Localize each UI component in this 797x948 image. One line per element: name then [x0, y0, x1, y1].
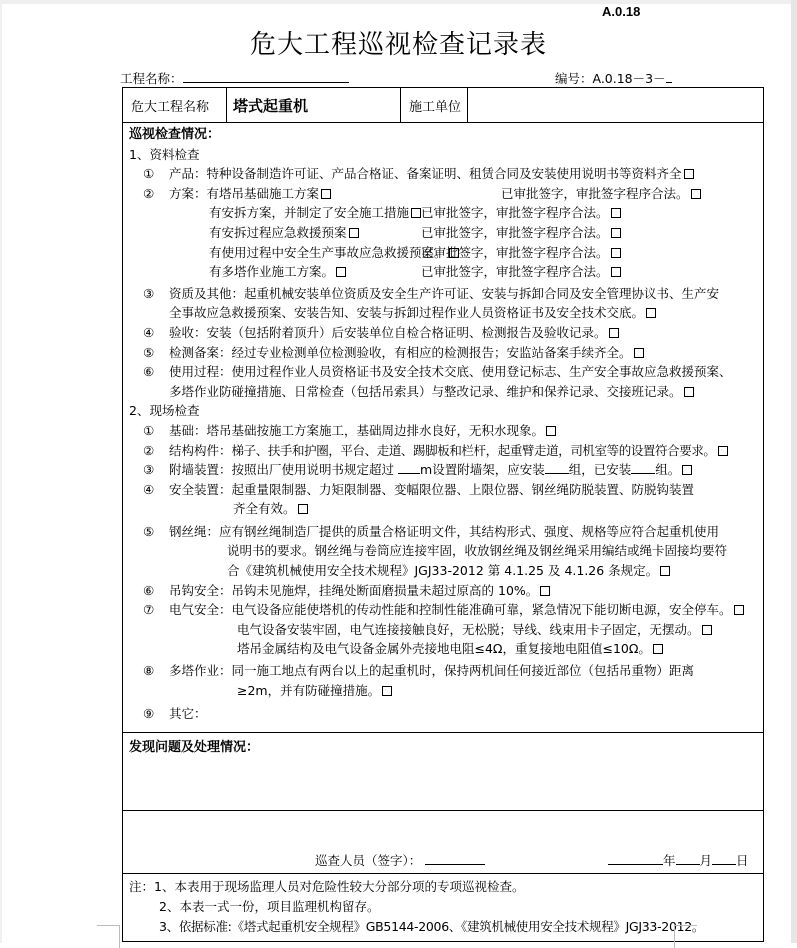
- site-item-safety-devices: [129, 480, 759, 500]
- item-text: 使用过程作业人员资格证书及安全技术交底、使用登记标志、生产安全事故应急救援预案、: [231, 364, 732, 380]
- doc-item-plan-2: [129, 203, 759, 223]
- approval-text: 已审批签字，审批签字程序合法。: [421, 244, 609, 260]
- plan-text: 有安拆过程应急救援预案: [209, 224, 347, 240]
- page-corner-mark: [674, 925, 697, 948]
- issues-title: 发现问题及处理情况：: [129, 740, 260, 755]
- serial-number-field: [555, 69, 672, 87]
- checkbox[interactable]: [611, 228, 621, 238]
- item-number: ④: [143, 324, 155, 340]
- item-number: ⑥: [143, 582, 155, 598]
- item-label: 基础：: [169, 422, 207, 438]
- site-item-hook: [129, 581, 759, 601]
- date-field: [608, 851, 749, 869]
- checkbox[interactable]: [321, 189, 331, 199]
- item-text: m设置附墙架，应安装: [420, 462, 545, 478]
- required-count-input[interactable]: [545, 461, 569, 474]
- serial-input[interactable]: [666, 70, 672, 83]
- item-number: ①: [143, 166, 155, 182]
- item-text: 应有钢丝绳制造厂提供的质量合格证明文件，其结构形式、强度、规格等应符合起重机使用: [219, 523, 720, 539]
- item-label: 方案：: [169, 185, 207, 201]
- note-2: 2、本表一式一份，项目监理机构留存。: [159, 899, 380, 914]
- item-text: 经过专业检测单位检测验收，有相应的检测报告；安监站备案手续齐全。: [231, 344, 632, 360]
- item-text: 起重量限制器、力矩限制器、变幅限位器、上限位器、钢丝绳防脱装置、防脱钩装置: [231, 481, 695, 497]
- item-text: 塔吊基础按施工方案施工，基础周边排水良好，无积水现象。: [206, 422, 545, 438]
- checkbox[interactable]: [684, 387, 694, 397]
- item-text: 塔吊金属结构及电气设备金属外壳接地电阻≤4Ω，重复接地电阻值≤10Ω。: [237, 641, 651, 657]
- item-number: ②: [143, 442, 155, 458]
- item-text: 电气设备安装牢固，电气连接接触良好，无松脱；导线、线束用卡子固定，无摆动。: [237, 621, 700, 637]
- note-1: 注：1、本表用于现场监理人员对危险性较大分部分项的专项巡视检查。: [129, 879, 525, 894]
- inspector-signature: [315, 851, 485, 869]
- item-text: 说明书的要求。钢丝绳与卷筒应连接牢固，收放钢丝绳及钢丝绳采用编结或绳卡固接均要符: [227, 543, 728, 559]
- approval-text: 已审批签字，审批签字程序合法。: [421, 205, 609, 221]
- year-input[interactable]: [608, 852, 663, 865]
- doc-item-acceptance: [129, 323, 759, 343]
- checkbox[interactable]: [718, 446, 728, 456]
- inspection-section: [123, 123, 763, 733]
- approval-text: 已审批签字，审批签字程序合法。: [421, 224, 609, 240]
- project-name-field: [120, 69, 349, 87]
- item-label: 钢丝绳：: [169, 523, 220, 539]
- site-item-safety-devices-cont: [129, 499, 759, 519]
- item-text: ≥2m，并有防碰撞措施。: [237, 682, 381, 698]
- plan-text: 有塔吊基础施工方案: [206, 185, 320, 201]
- doc-item-usage: [129, 362, 759, 382]
- checkbox[interactable]: [611, 208, 621, 218]
- month-input[interactable]: [676, 852, 700, 865]
- doc-item-testing: [129, 343, 759, 363]
- item-number: ③: [143, 285, 155, 301]
- page-title: 危大工程巡视检查记录表: [249, 30, 547, 60]
- checkbox[interactable]: [546, 426, 556, 436]
- note-3: 3、依据标准:《塔式起重机安全规程》GB5144-2006、《建筑机械使用安全技术规程》JGJ33-2012。: [159, 919, 705, 934]
- item-number: ③: [143, 462, 155, 478]
- section1-title: 1、资料检查: [129, 146, 200, 162]
- item-label: 使用过程：: [169, 364, 232, 380]
- day-input[interactable]: [712, 852, 736, 865]
- site-item-multi-tower: [129, 661, 759, 681]
- doc-item-plan-5: [129, 262, 759, 282]
- doc-item-qualification: [129, 284, 759, 304]
- item-label: 附墙装置：: [169, 462, 232, 478]
- doc-item-usage-cont: [129, 382, 759, 402]
- item-label: 吊钩安全：: [169, 582, 232, 598]
- notes-section: [123, 874, 763, 941]
- checkbox[interactable]: [349, 228, 359, 238]
- item-text: 多塔作业防碰撞措施、日常检查（包括吊索具）与整改记录、维护和保养记录、交接班记录。: [169, 383, 682, 399]
- issues-section: [123, 733, 763, 811]
- approval-text: 已审批签字，审批签字程序合法。: [501, 185, 689, 201]
- doc-item-plan-1: [129, 184, 759, 204]
- item-number: ⑤: [143, 523, 155, 539]
- checkbox[interactable]: [540, 586, 550, 596]
- item-text: 特种设备制造许可证、产品合格证、备案证明、租赁合同及安装使用说明书等资料齐全: [206, 166, 682, 182]
- inspector-signature-input[interactable]: [425, 852, 485, 865]
- plan-text: 有安拆方案，并制定了安全施工措施: [209, 205, 410, 221]
- scrollbar[interactable]: [791, 0, 797, 943]
- inspection-form: [122, 87, 764, 942]
- item-number: ④: [143, 481, 155, 497]
- item-label: 产品：: [169, 166, 207, 182]
- checkbox[interactable]: [682, 465, 692, 475]
- doc-item-plan-4: [129, 243, 759, 263]
- serial-label: 编号：A.0.18－3－: [555, 71, 666, 86]
- day-label: 日: [736, 853, 749, 868]
- checkbox[interactable]: [634, 348, 644, 358]
- checkbox[interactable]: [611, 267, 621, 277]
- site-item-foundation: [129, 421, 759, 441]
- checkbox[interactable]: [611, 248, 621, 258]
- project-name-label: 工程名称：: [120, 71, 183, 86]
- item-text: 组，已安装: [568, 462, 632, 478]
- item-label: 其它：: [169, 706, 207, 722]
- hazard-name-label: 危大工程名称: [123, 88, 227, 122]
- item-text: 电气设备应能使塔机的传动性能和控制性能准确可靠，紧急情况下能切断电源，安全停车。: [231, 602, 732, 618]
- signature-section: [123, 811, 763, 874]
- checkbox[interactable]: [411, 208, 421, 218]
- item-label: 检测备案：: [169, 344, 232, 360]
- item-label: 电气安全：: [169, 602, 232, 618]
- item-label: 结构构件：: [169, 442, 232, 458]
- project-name-input[interactable]: [183, 70, 349, 83]
- approval-text: 已审批签字，审批签字程序合法。: [421, 264, 609, 280]
- item-label: 安全装置：: [169, 481, 232, 497]
- item-number: ②: [143, 185, 155, 201]
- item-number: ⑦: [143, 602, 155, 618]
- checkbox[interactable]: [734, 605, 744, 615]
- item-number: ⑧: [143, 663, 155, 679]
- site-item-electrical-cont2: [129, 639, 759, 659]
- site-item-multi-tower-cont: [129, 681, 759, 701]
- inspector-label: 巡查人员（签字）：: [315, 853, 422, 868]
- site-item-other: [129, 704, 759, 724]
- site-item-wire-rope: [129, 522, 759, 542]
- site-item-electrical: [129, 600, 759, 620]
- item-label: 验收：: [169, 324, 207, 340]
- hazard-name-value[interactable]: 塔式起重机: [227, 88, 401, 122]
- inspection-title: 巡视检查情况：: [129, 127, 221, 142]
- item-number: ⑤: [143, 344, 155, 360]
- checkbox[interactable]: [382, 686, 392, 696]
- checkbox[interactable]: [336, 267, 346, 277]
- year-label: 年: [663, 853, 676, 868]
- contractor-label: 施工单位: [401, 88, 468, 122]
- checkbox[interactable]: [691, 189, 701, 199]
- item-number: ①: [143, 422, 155, 438]
- checkbox[interactable]: [684, 169, 694, 179]
- item-text: 组。: [655, 462, 681, 478]
- site-item-structure: [129, 441, 759, 461]
- item-text: 合《建筑机械使用安全技术规程》JGJ33-2012 第 4.1.25 及 4.1.26 条规定。: [227, 563, 659, 579]
- doc-item-product: [129, 164, 759, 184]
- checkbox[interactable]: [660, 566, 670, 576]
- item-text: 按照出厂使用说明书规定超过: [231, 462, 395, 478]
- item-text: 全事故应急救援预案、安装告知、安装与拆卸过程作业人员资格证书及安全技术交底。: [169, 305, 645, 321]
- contractor-value[interactable]: [468, 88, 763, 122]
- doc-item-qualification-cont: [129, 303, 759, 323]
- checkbox[interactable]: [298, 504, 308, 514]
- plan-text: 有多塔作业施工方案。: [209, 264, 335, 280]
- month-label: 月: [699, 853, 713, 868]
- site-item-electrical-cont: [129, 620, 759, 640]
- height-input[interactable]: [398, 461, 420, 474]
- checkbox[interactable]: [653, 644, 663, 654]
- page-top-edge: [0, 0, 797, 4]
- item-label: 资质及其他：: [169, 285, 245, 301]
- installed-count-input[interactable]: [631, 461, 655, 474]
- item-label: 多塔作业：: [169, 663, 232, 679]
- checkbox[interactable]: [609, 328, 619, 338]
- checkbox[interactable]: [646, 308, 656, 318]
- header-row: [123, 88, 763, 123]
- item-text: 齐全有效。: [233, 501, 296, 517]
- page-left-edge: [0, 0, 2, 943]
- checkbox[interactable]: [702, 625, 712, 635]
- section2-title: 2、现场检查: [129, 403, 200, 419]
- item-text: 梯子、扶手和护圈，平台、走道、踢脚板和栏杆，起重臂走道，司机室等的设置符合要求。: [231, 442, 716, 458]
- item-text: 起重机械安装单位资质及安全生产许可证、安装与拆卸合同及安全管理协议书、生产安: [244, 285, 720, 301]
- item-text: 安装（包括附着顶升）后安装单位自检合格证明、检测报告及验收记录。: [206, 324, 607, 340]
- item-text: 吊钩未见施焊，挂绳处断面磨损量未超过原高的 10%。: [231, 582, 539, 598]
- site-item-wall-attachment: [129, 460, 759, 480]
- form-code: A.0.18: [602, 4, 641, 19]
- site-item-wire-rope-cont: [129, 541, 759, 561]
- doc-item-plan-3: [129, 223, 759, 243]
- item-text: 同一施工地点有两台以上的起重机时，保持两机间任何接近部位（包括吊重物）距离: [231, 663, 695, 679]
- item-number: ⑨: [143, 706, 155, 722]
- plan-text: 有使用过程中安全生产事故应急救援预案。: [209, 244, 447, 260]
- site-item-wire-rope-cont2: [129, 561, 759, 581]
- page-corner-mark: [97, 925, 120, 948]
- item-number: ⑥: [143, 364, 155, 380]
